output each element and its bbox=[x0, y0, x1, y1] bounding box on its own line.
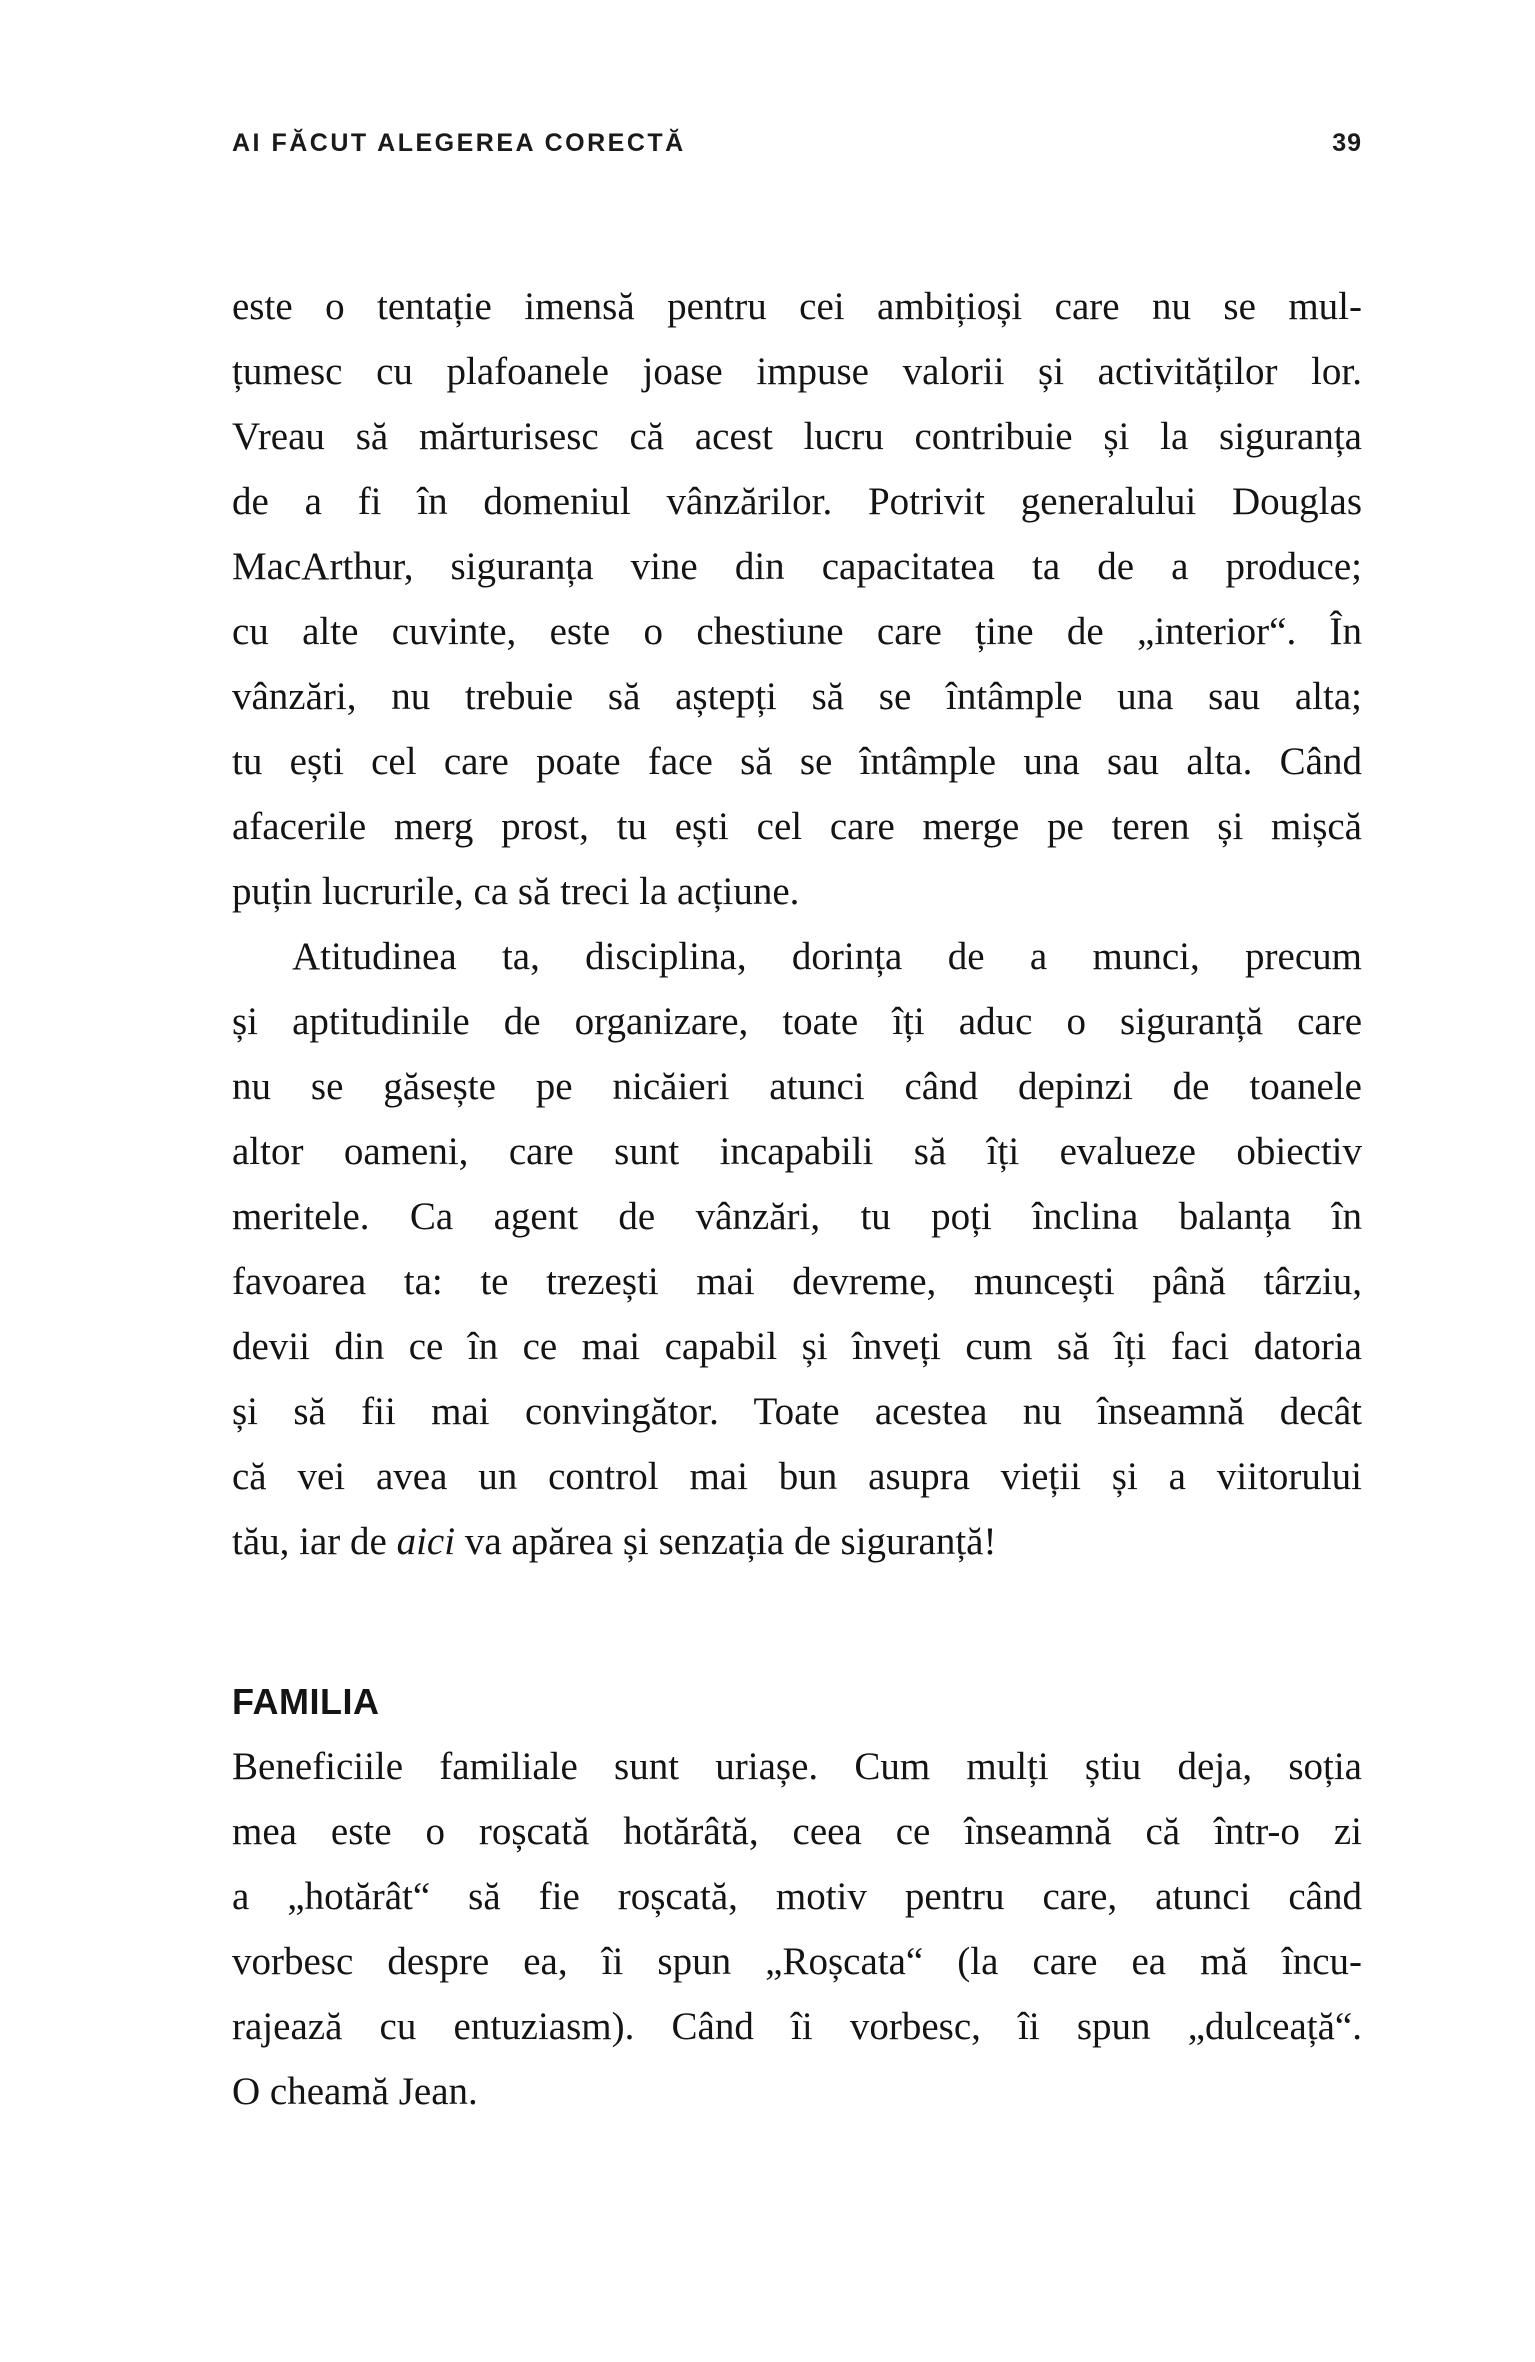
text-line: altor oameni, care sunt incapabili să îți evalueze obiectiv bbox=[232, 1130, 1362, 1173]
text-line: afacerile merg prost, tu ești cel care merge pe teren și mișcă bbox=[232, 805, 1362, 848]
page-header bbox=[232, 128, 1362, 158]
text-line: de a fi în domeniul vânzărilor. Potrivit generalului Douglas bbox=[232, 480, 1362, 523]
text-segment: va apărea și senzația de siguranță! bbox=[455, 1520, 997, 1563]
text-line: meritele. Ca agent de vânzări, tu poți înclina balanța în bbox=[232, 1195, 1362, 1238]
text-line: Vreau să mărturisesc că acest lucru contribuie și la siguranța bbox=[232, 415, 1362, 458]
italic-text: aici bbox=[396, 1520, 456, 1563]
text-line: favoarea ta: te trezești mai devreme, muncești până târziu, bbox=[232, 1260, 1362, 1303]
page-number: 39 bbox=[1332, 129, 1362, 157]
running-title: AI FĂCUT ALEGEREA CORECTĂ bbox=[232, 129, 686, 157]
text-line: că vei avea un control mai bun asupra vieții și a viitorului bbox=[232, 1455, 1362, 1498]
text-line: vorbesc despre ea, îi spun „Roșcata“ (la care ea mă încu- bbox=[232, 1940, 1362, 1983]
text-line: Beneficiile familiale sunt uriașe. Cum mulți știu deja, soția bbox=[232, 1745, 1362, 1788]
section-heading: FAMILIA bbox=[232, 1681, 380, 1722]
text-line: cu alte cuvinte, este o chestiune care ține de „interior“. În bbox=[232, 610, 1362, 653]
text-line: O cheamă Jean. bbox=[232, 2070, 478, 2113]
paragraph bbox=[232, 274, 1362, 924]
text-line: este o tentație imensă pentru cei ambițioși care nu se mul- bbox=[232, 285, 1362, 328]
text-line: rajează cu entuziasm). Când îi vorbesc, îi spun „dulceață“. bbox=[232, 2005, 1362, 2048]
text-line: mea este o roșcată hotărâtă, ceea ce înseamnă că într-o zi bbox=[232, 1810, 1362, 1853]
text-line: MacArthur, siguranța vine din capacitatea ta de a produce; bbox=[232, 545, 1362, 588]
text-line: puțin lucrurile, ca să treci la acțiune. bbox=[232, 870, 800, 913]
text-line: și aptitudinile de organizare, toate îți aduc o siguranță care bbox=[232, 1000, 1362, 1043]
paragraph bbox=[232, 1734, 1362, 2124]
text-line: țumesc cu plafoanele joase impuse valorii și activităților lor. bbox=[232, 350, 1362, 393]
page-body bbox=[232, 274, 1362, 2124]
text-line: a „hotărât“ să fie roșcată, motiv pentru care, atunci când bbox=[232, 1875, 1362, 1918]
text-line: și să fii mai convingător. Toate acestea nu înseamnă decât bbox=[232, 1390, 1362, 1433]
text-segment: tău, iar de bbox=[232, 1520, 397, 1563]
text-line: nu se găsește pe nicăieri atunci când depinzi de toanele bbox=[232, 1065, 1362, 1108]
paragraph bbox=[232, 924, 1362, 1574]
text-line: devii din ce în ce mai capabil și înveți cum să îți faci datoria bbox=[232, 1325, 1362, 1368]
text-line: vânzări, nu trebuie să aștepți să se întâmple una sau alta; bbox=[232, 675, 1362, 718]
text-line bbox=[232, 1509, 1362, 1574]
text-line: Atitudinea ta, disciplina, dorința de a munci, precum bbox=[292, 935, 1362, 978]
text-line: tu ești cel care poate face să se întâmple una sau alta. Când bbox=[232, 740, 1362, 783]
